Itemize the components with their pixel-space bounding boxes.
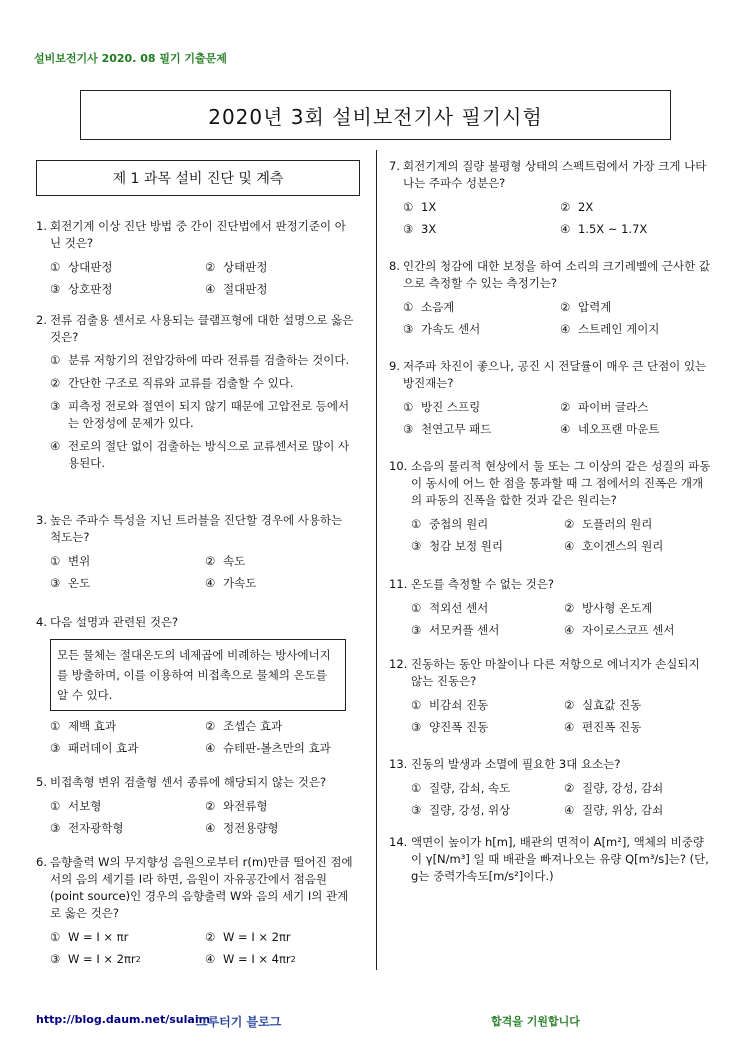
- footer-url[interactable]: http://blog.daum.net/sulaim: [36, 1013, 211, 1026]
- question-text: 인간의 청감에 대한 보정을 하여 소리의 크기레벨에 근사한 값으로 측정할 수 있는 측정기는?: [403, 259, 710, 290]
- option: ④ 절대판정: [205, 282, 268, 296]
- question-text: 다음 설명과 관련된 것은?: [50, 615, 179, 629]
- question-1: 1. 회전기계 이상 진단 방법 중 간이 진단법에서 판정기준이 아닌 것은? ① 상대판정 ② 상태판정 ③ 상호판정 ④ 절대판정: [36, 218, 354, 298]
- option: ① 방진 스프링: [403, 400, 481, 414]
- option: ④ 질량, 위상, 감쇠: [564, 803, 664, 817]
- option: ③ 패러데이 효과: [50, 741, 139, 755]
- option: ① 상대판정: [50, 260, 113, 274]
- question-text: 진동의 발생과 소멸에 필요한 3대 요소는?: [411, 757, 621, 771]
- option: ④ 1.5X ~ 1.7X: [560, 222, 648, 236]
- exam-title: 2020년 3회 설비보전기사 필기시험: [80, 90, 671, 140]
- option: ④ 편진폭 진동: [564, 720, 642, 734]
- question-text: 소음의 물리적 현상에서 둘 또는 그 이상의 같은 성질의 파동이 동시에 어느 한 점을 통과할 때 그 점에서의 진폭은 개개의 파동의 진폭을 합한 것과 같은 원리는?: [411, 459, 711, 507]
- question-text: 음향출력 W의 무지향성 음원으로부터 r(m)만큼 떨어진 점에서의 음의 세기를 I라 하면, 음원이 자유공간에서 점음원(point source)인 경우의 음향출력 W와 음의 세기 I의 관계로 옳은 것은?: [50, 855, 353, 920]
- option: ② 상태판정: [205, 260, 268, 274]
- question-text: 전류 검출용 센서로 사용되는 클램프형에 대한 설명으로 옳은 것은?: [50, 313, 354, 344]
- question-2: 2. 전류 검출용 센서로 사용되는 클램프형에 대한 설명으로 옳은 것은? ① 분류 저항기의 전압강하에 따라 전류를 검출하는 것이다. ② 간단한 구조로 직류와 교류를 검출할 수 있다. ③ 피측정 전로와 절연이 되지 않기 때문에 고압전로 등에서는 안정성에 문제가 있다. ④ 전로의 절단 없이 검출하는 방식으로 교류센서로 많이 사용된다.: [36, 313, 354, 470]
- option: ④ W = I × 4πr 2: [205, 952, 296, 966]
- option: ③ 질량, 강성, 위상: [411, 803, 511, 817]
- option: ② 파이버 글라스: [560, 400, 649, 414]
- option: ④ 슈테판-볼츠만의 효과: [205, 741, 331, 755]
- question-text: 회전기계의 질량 불평형 상태의 스펙트럼에서 가장 크게 나타나는 주파수 성분은?: [403, 159, 707, 190]
- option: ④ 스트레인 게이지: [560, 322, 660, 336]
- option: ① W = I × πr: [50, 930, 129, 944]
- option: ① 중첩의 원리: [411, 517, 489, 531]
- option: ③ 서모커플 센서: [411, 623, 500, 637]
- option: ③ 3X: [403, 222, 437, 236]
- option: ④ 정전용량형: [205, 821, 279, 835]
- question-text: 액면이 높이가 h[m], 배관의 면적이 A[m²], 액체의 비중량이 γ[N/m³] 일 때 배관을 빠져나오는 유량 Q[m³/s]는? (단, g는 중력가속도[m/s²]이다.): [411, 835, 709, 883]
- option: ③ 가속도 센서: [403, 322, 481, 336]
- option: ④ 호이겐스의 원리: [564, 539, 664, 553]
- column-divider: [376, 150, 377, 970]
- question-12: 12. 진동하는 동안 마찰이나 다른 저항으로 에너지가 손실되지 않는 진동은? ① 비감쇠 진동 ② 실효값 진동 ③ 양진폭 진동 ④ 편진폭 진동: [389, 656, 711, 736]
- option: ② 질량, 강성, 감쇠: [564, 781, 664, 795]
- option: ② 간단한 구조로 직류와 교류를 검출할 수 있다.: [50, 376, 294, 390]
- option: ③ 천연고무 패드: [403, 422, 492, 436]
- option: ③ 전자광학형: [50, 821, 124, 835]
- option: ① 변위: [50, 554, 91, 568]
- question-text: 높은 주파수 특성을 지닌 트러블을 진단할 경우에 사용하는 척도는?: [50, 513, 343, 544]
- question-5: 5. 비접촉형 변위 검출형 센서 종류에 해당되지 않는 것은? ① 서보형 ② 와전류형 ③ 전자광학형 ④ 정전용량형: [36, 774, 354, 837]
- footer-wish: 합격을 기원합니다: [491, 1015, 580, 1028]
- subject-title: 제 1 과목 설비 진단 및 계측: [36, 160, 360, 196]
- option: ③ 온도: [50, 576, 91, 590]
- question-4: 4. 다음 설명과 관련된 것은? 모든 물체는 절대온도의 네제곱에 비례하는 방사에너지를 방출하며, 이를 이용하여 비접촉으로 물체의 온도를 알 수 있다. ① 제백 효과 ② 조셉슨 효과 ③ 패러데이 효과 ④ 슈테판-볼츠만의 효과: [36, 614, 354, 757]
- option: ① 질량, 감쇠, 속도: [411, 781, 511, 795]
- option: ③ 피측정 전로와 절연이 되지 않기 때문에 고압전로 등에서는 안정성에 문제가 있다.: [50, 399, 350, 430]
- option: ② 도플러의 원리: [564, 517, 653, 531]
- option: ① 비감쇠 진동: [411, 698, 489, 712]
- option: ① 적외선 센서: [411, 601, 489, 615]
- question-9: 9. 저주파 차진이 좋으나, 공진 시 전달률이 매우 큰 단점이 있는 방진재는? ① 방진 스프링 ② 파이버 글라스 ③ 천연고무 패드 ④ 네오프랜 마운트: [389, 358, 711, 438]
- option: ① 소음계: [403, 300, 455, 314]
- option: ③ W = I × 2πr 2: [50, 952, 141, 966]
- option: ② W = I × 2πr: [205, 930, 291, 944]
- option: ④ 전로의 절단 없이 검출하는 방식으로 교류센서로 많이 사용된다.: [50, 439, 350, 470]
- option: ② 와전류형: [205, 799, 268, 813]
- question-3: 3. 높은 주파수 특성을 지닌 트러블을 진단할 경우에 사용하는 척도는? ① 변위 ② 속도 ③ 온도 ④ 가속도: [36, 512, 354, 592]
- question-14: 14. 액면이 높이가 h[m], 배관의 면적이 A[m²], 액체의 비중량이 γ[N/m³] 일 때 배관을 빠져나오는 유량 Q[m³/s]는? (단, g는 중력가속도[m/s²]이다.): [389, 834, 711, 885]
- question-8: 8. 인간의 청감에 대한 보정을 하여 소리의 크기레벨에 근사한 값으로 측정할 수 있는 측정기는? ① 소음계 ② 압력계 ③ 가속도 센서 ④ 스트레인 게이지: [389, 259, 710, 336]
- option: ④ 가속도: [205, 576, 257, 590]
- question-10: 10. 소음의 물리적 현상에서 둘 또는 그 이상의 같은 성질의 파동이 동시에 어느 한 점을 통과할 때 그 점에서의 진폭은 개개의 파동의 진폭을 합한 것과 같은 원리는? ① 중첩의 원리 ② 도플러의 원리 ③ 청감 보정 원리 ④ 호이겐스의 원리: [389, 459, 711, 553]
- question-text: 저주파 차진이 좋으나, 공진 시 전달률이 매우 큰 단점이 있는 방진재는?: [403, 359, 707, 390]
- option: ③ 상호판정: [50, 282, 113, 296]
- option: ② 방사형 온도계: [564, 601, 653, 615]
- option: ④ 네오프랜 마운트: [560, 422, 660, 436]
- question-11: 11. 온도를 측정할 수 없는 것은? ① 적외선 센서 ② 방사형 온도계 ③ 서모커플 센서 ④ 자이로스코프 센서: [389, 576, 711, 639]
- footer-blog-name[interactable]: 그루터기 블로그: [196, 1015, 282, 1029]
- option: ③ 양진폭 진동: [411, 720, 489, 734]
- question-text: 회전기계 이상 진단 방법 중 간이 진단법에서 판정기준이 아닌 것은?: [50, 219, 346, 250]
- option: ② 속도: [205, 554, 246, 568]
- option: ② 조셉슨 효과: [205, 719, 283, 733]
- header-source: 설비보전기사 2020. 08 필기 기출문제: [34, 52, 227, 65]
- option: ① 서보형: [50, 799, 102, 813]
- option: ① 1X: [403, 200, 437, 214]
- question-13: 13. 진동의 발생과 소멸에 필요한 3대 요소는? ① 질량, 감쇠, 속도 ② 질량, 강성, 감쇠 ③ 질량, 강성, 위상 ④ 질량, 위상, 감쇠: [389, 756, 711, 819]
- question-text: 온도를 측정할 수 없는 것은?: [411, 577, 554, 591]
- question-6: 6. 음향출력 W의 무지향성 음원으로부터 r(m)만큼 떨어진 점에서의 음의 세기를 I라 하면, 음원이 자유공간에서 점음원(point source)인 경우의 음향출력 W와 음의 세기 I의 관계로 옳은 것은? ① W = I × πr ② W = I × 2πr ③ W = I × 2πr 2 ④ W = I × 4πr 2: [36, 855, 353, 966]
- option: ② 2X: [560, 200, 594, 214]
- passage-box: 모든 물체는 절대온도의 네제곱에 비례하는 방사에너지를 방출하며, 이를 이용하여 비접촉으로 물체의 온도를 알 수 있다.: [50, 639, 346, 711]
- option: ① 제백 효과: [50, 719, 117, 733]
- option: ④ 자이로스코프 센서: [564, 623, 675, 637]
- option: ③ 청감 보정 원리: [411, 539, 503, 553]
- option: ② 압력계: [560, 300, 612, 314]
- option: ① 분류 저항기의 전압강하에 따라 전류를 검출하는 것이다.: [50, 353, 350, 367]
- question-text: 진동하는 동안 마찰이나 다른 저항으로 에너지가 손실되지 않는 진동은?: [411, 657, 700, 688]
- option: ② 실효값 진동: [564, 698, 642, 712]
- question-text: 비접촉형 변위 검출형 센서 종류에 해당되지 않는 것은?: [50, 775, 327, 789]
- question-7: 7. 회전기계의 질량 불평형 상태의 스펙트럼에서 가장 크게 나타나는 주파수 성분은? ① 1X ② 2X ③ 3X ④ 1.5X ~ 1.7X: [389, 158, 711, 238]
